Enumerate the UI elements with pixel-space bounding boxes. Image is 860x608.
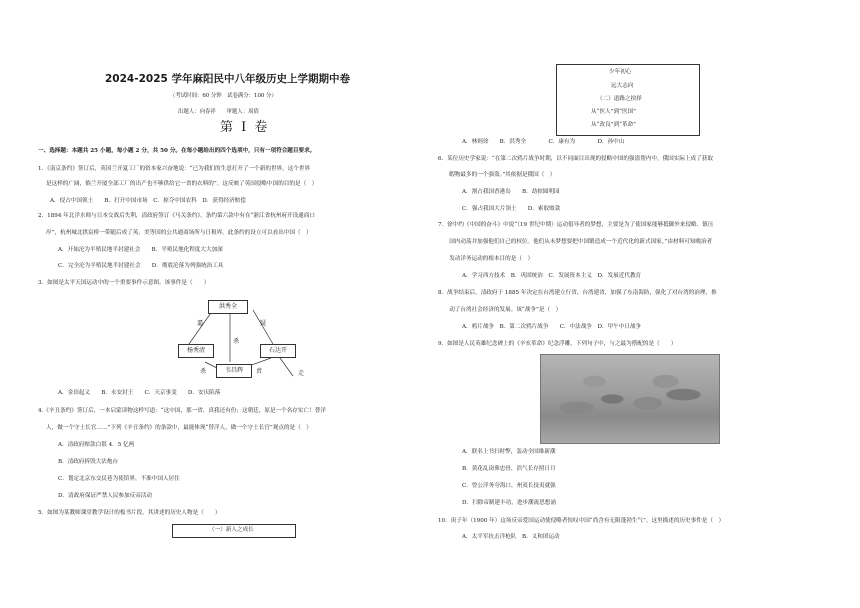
edge-label: 逼 xyxy=(197,320,204,327)
edge-label: 杀 xyxy=(200,368,207,375)
question-option: A．开始沦为半殖民地半封建社会 B．半殖民地化程度大大加深 xyxy=(58,247,223,253)
question-option: A．联名上书扫时弊，轰动全国维新潮 xyxy=(462,449,556,455)
question-line: 2．1894 年北洋水师与日本交战后失利，清政府签订《马关条约》。条约第六款中有在“浙江省杭州府开设通商口 xyxy=(38,213,315,219)
question-line: 3．如图是太平天国运动中的一个重要事件示意图。该事件是（ ） xyxy=(38,280,210,286)
question-line: 暇物最多的一个强盗。”其依据是俄国（ ） xyxy=(438,172,556,178)
board-line: 少年初心 xyxy=(609,69,632,75)
node-shi-dakai: 石达开 xyxy=(260,344,296,358)
question-option: C．强占我国大片领土 D．索取赔款 xyxy=(462,206,561,212)
question-option: B．清政府拆毁大沽炮台 xyxy=(58,459,119,465)
question-option: A．金田起义 B．永安封王 C．天京事变 D．安庆陷落 xyxy=(58,390,221,396)
board-box xyxy=(556,64,700,136)
question-option: A．侵占中国领土 B．打开中国市场 C．掠夺中国农科 D．获得经济赔偿 xyxy=(50,198,246,204)
question-line: 8．战争结束后，清政府于 1885 年决定在台湾建立行省，台湾建省，加强了东南海防，强化了对台湾的治理，推 xyxy=(438,290,717,296)
question-line: 9．如图是人民英雄纪念碑上的《辛亥革命》纪念浮雕，下列句子中，与之最为搭配的是（ ） xyxy=(438,341,677,347)
question-line: 6．某位历史学家说：“在第二次鸦片战争时期，以不同面目出现的侵略中国的强盗帮内中，俄国实际上成了获取 xyxy=(438,156,713,162)
question-line: 人，做一个守土长官……”下列《辛丑条约》的条款中，最能体现“替洋人，做一个守土长官”观点的是（ ） xyxy=(46,425,312,431)
edge-label: 疑 xyxy=(260,320,267,327)
question-option: A．割占我国香港岛 B．劫掠圆明园 xyxy=(462,189,560,195)
board-line: 从“改良”到“革命” xyxy=(591,122,637,128)
exam-authors: 出题人：向春祥 审题人：周倩 xyxy=(178,109,259,115)
board-line: （二）道路之抉择 xyxy=(597,96,642,102)
question-line: 5．如图为某教师课堂教学设计的板书片段。其讲述的历史人物是（ ） xyxy=(38,510,221,516)
question-line: 1．《南京条约》签订后，英国兰开夏工厂的资本家兴奋地说：“已为我们的生意打开了一个新的世界，这个世界 xyxy=(38,166,311,172)
edge-line xyxy=(189,310,213,344)
section-instructions: 一、选择题：本题共 25 小题，每小题 2 分，共 50 分。在每小题给出的四个选项中，只有一项符合题目要求。 xyxy=(38,148,316,154)
question-option: C．曾公洋务夸海口，州夷长技夷就强 xyxy=(462,483,556,489)
question-line: 发动洋务运动的根本目的是（ ） xyxy=(438,256,534,262)
question-line: 是这样的广阔，倘兰开厦全部工厂的出产也不够供给它一省的衣料的”。这反映了英国侵略中国的目的是（ ） xyxy=(46,181,318,187)
question-option: A．林则徐 B．洪秀全 C．康有为 D．孙中山 xyxy=(462,139,625,145)
question-option: A．学习西方技术 B．巩固统治 C．发展资本主义 D．发展近代教育 xyxy=(462,273,642,279)
question-line: 4.《辛丑条约》签订后，一本启蒙读物这样写道：“这中国，那一省，真我还有份；这朝廷，原是一个名存实亡！替洋 xyxy=(38,408,326,414)
node-yang-xiuqing: 杨秀清 xyxy=(178,344,214,358)
board-line: 远大志向 xyxy=(611,83,634,89)
node-hong-xiuquan: 洪秀全 xyxy=(208,300,248,314)
question-option: D．清政府保证严禁人民参加反帝活动 xyxy=(58,493,152,499)
node-wei-changhui: 韦昌辉 xyxy=(216,364,252,378)
question-option: A．鸦片战争 B．第二次鸦片战争 C．中法战争 D．甲午中日战争 xyxy=(462,324,642,330)
exam-info: （考试时间：60 分钟 试卷满分：100 分） xyxy=(170,93,277,99)
question-option: D．扫除帝制建丰功，进步潮流思想涌 xyxy=(462,500,556,506)
question-line: 岸”，杭州城北拱宸桥一带随后成了英、美等国的公共通商场所与日租界。此条约的设立可以看出中国（ ） xyxy=(46,230,312,236)
edge-label: 杀 xyxy=(233,338,240,345)
question-option: B．黄花乱岗葬忠骨，浩气长存照日月 xyxy=(462,466,556,472)
edge-label: 责 xyxy=(256,368,263,375)
part-heading: 第 Ⅰ 卷 xyxy=(220,120,270,135)
question-option: C．划定北京东交民巷为使馆界，不准中国人居住 xyxy=(58,476,180,482)
question-line: 10．庚子年（1900 年）这场反帝爱国运动使侵略者惊叹中国“尚含有无限蓬勃生气”。这里描述的历史事件是（ ） xyxy=(438,518,725,524)
question-option: C．完全沦为半殖民地半封建社会 D．彻底沦落为列强统治工具 xyxy=(58,263,224,269)
question-line: 国内动荡并加强他们自己的权位。他们从未梦想要把中国锻造成一个近代化的新式国家。”由材料可知晚治者 xyxy=(438,239,713,245)
board-line: 从“医人”到“医国” xyxy=(591,109,637,115)
question-option: A．太平军抗击洋枪队 B．义和团运动 xyxy=(462,534,560,540)
board-box-top xyxy=(172,524,296,538)
edge-label: 走 xyxy=(298,370,305,377)
question-option: A．清政府赔款白银 4．5 亿两 xyxy=(58,442,135,448)
exam-title: 2024-2025 学年麻阳民中八年级历史上学期期中卷 xyxy=(105,73,350,85)
question-line: 动了台湾社会经济的发展。该“战争”是（ ） xyxy=(438,307,562,313)
edge-line xyxy=(253,310,273,344)
edge-line xyxy=(280,358,293,376)
question-line: 7．徐中约《中国的奋斗》中说“（19 世纪中期）运动倡导者的梦想，主要是为了使国家能够抵御外来侵略、镇压 xyxy=(438,222,714,228)
xinhai-relief-image xyxy=(540,354,720,444)
board-box-text: （一）新人之成长 xyxy=(209,527,254,533)
